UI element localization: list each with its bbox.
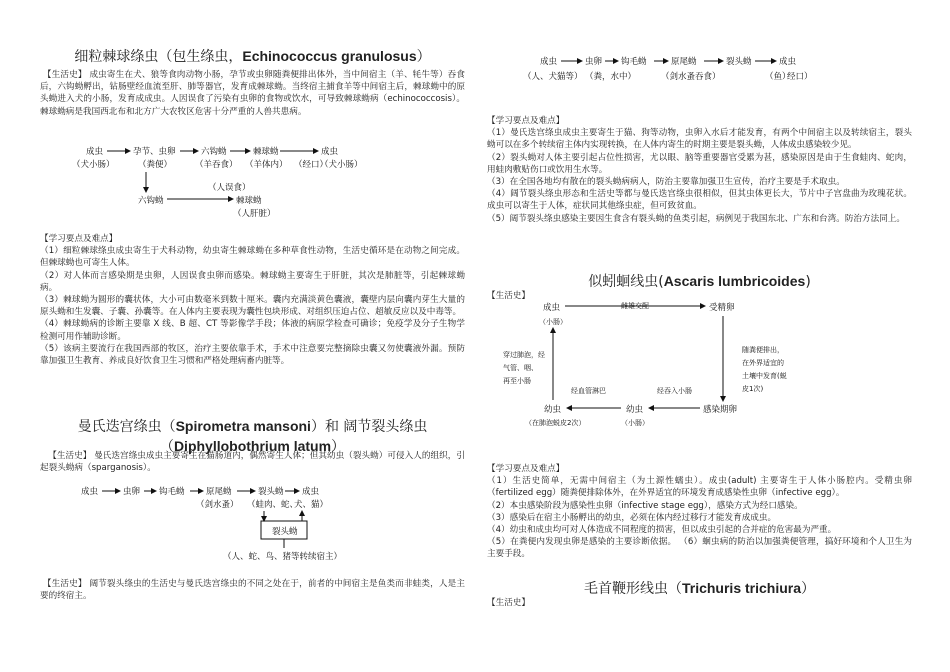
svg-text:（剑水蚤）: （剑水蚤） bbox=[196, 500, 239, 510]
svg-text:（小肠）: （小肠） bbox=[539, 318, 567, 326]
svg-text:穿过肺泡，经: 穿过肺泡，经 bbox=[503, 351, 545, 359]
node-adult: 成虫 bbox=[86, 147, 104, 157]
svg-text:原尾蚴: 原尾蚴 bbox=[671, 57, 697, 67]
svg-text:（人、蛇、鸟、猪等转续宿主）: （人、蛇、鸟、猪等转续宿主） bbox=[223, 552, 343, 562]
svg-text:皮1次): 皮1次) bbox=[742, 385, 764, 393]
svg-text:原尾蚴: 原尾蚴 bbox=[206, 487, 232, 497]
svg-text:钩毛蚴: 钩毛蚴 bbox=[621, 57, 647, 67]
svg-text:气管、咽、: 气管、咽、 bbox=[503, 364, 538, 372]
diphyllobothrium-lifecycle-diagram bbox=[487, 52, 912, 92]
svg-text:（在肺泡蜕皮2次）: （在肺泡蜕皮2次） bbox=[525, 419, 586, 427]
svg-text:经口）: 经口） bbox=[787, 72, 813, 82]
node-oncosphere-2: 六钩蚴 bbox=[138, 196, 164, 206]
echinococcus-lifecycle-diagram bbox=[40, 140, 465, 226]
node-adult-2: 成虫 bbox=[321, 147, 339, 157]
svg-text:（粪便）: （粪便） bbox=[138, 160, 173, 170]
svg-text:（羊吞食）: （羊吞食） bbox=[195, 160, 238, 170]
svg-text:经吞入小肠: 经吞入小肠 bbox=[657, 387, 692, 395]
echinococcus-title: 细粒棘球绦虫（包生绦虫，Echinococcus granulosus） bbox=[74, 48, 431, 65]
svg-text:（经口）: （经口） bbox=[294, 160, 329, 170]
svg-text:（粪，水中）: （粪，水中） bbox=[585, 72, 637, 82]
svg-text:受精卵: 受精卵 bbox=[709, 303, 735, 313]
echinococcus-life-history: 【生活史】 成虫寄生在犬、狼等食肉动物小肠，孕节或虫卵随粪便排出体外，当中间宿主（羊、牦牛等）吞食后，六钩蚴孵出，钻肠壁经血流至肝、肺等器官，发育成棘球蚴。当终宿主捕食羊等中间宿主后，棘球蚴中的原头蚴进入犬的小肠，发育成成虫。人因误食了污染有虫卵的食物或饮水，可导致棘球蚴病（echinococcosis）。 棘球蚴病是我国西北布和北方广大农牧区危害十分严重的人兽共患病。 bbox=[40, 70, 465, 117]
svg-text:（剑水蚤吞食）: （剑水蚤吞食） bbox=[661, 72, 721, 82]
svg-text:成虫: 成虫 bbox=[302, 487, 320, 497]
svg-text:（鱼）: （鱼） bbox=[765, 72, 791, 82]
svg-text:随粪便排出，: 随粪便排出， bbox=[742, 346, 784, 354]
svg-text:成虫: 成虫 bbox=[779, 57, 797, 67]
svg-text:在外界适宜的: 在外界适宜的 bbox=[742, 359, 784, 367]
svg-text:雌雄交配: 雌雄交配 bbox=[621, 302, 649, 310]
svg-text:（犬小肠）: （犬小肠） bbox=[72, 160, 115, 170]
svg-text:（蛙肉、蛇、: （蛙肉、蛇、 bbox=[247, 500, 299, 510]
svg-text:（小肠）: （小肠） bbox=[621, 419, 649, 427]
svg-text:成虫: 成虫 bbox=[540, 57, 558, 67]
ascaris-title: 似蚓蛔线虫(Ascaris lumbricoides) bbox=[588, 273, 811, 290]
node-hydatid: 棘球蚴 bbox=[253, 147, 279, 157]
node-hydatid-2: 棘球蚴 bbox=[236, 196, 262, 206]
svg-text:幼虫: 幼虫 bbox=[626, 405, 644, 415]
diphyllobothrium-life-history: 【生活史】 阔节裂头绦虫的生活史与曼氏迭宫绦虫的不同之处在于，前者的中间宿主是鱼类而非蛙类，人是主要的终宿主。 bbox=[40, 579, 465, 602]
trichuris-title: 毛首鞭形线虫（Trichuris trichiura） bbox=[583, 580, 816, 597]
spirometra-life-history: 【生活史】 曼氏迭宫绦虫成虫主要寄生在猫肠道内，偶然寄生人体；但其幼虫（裂头蚴）可侵入人的组织，引起裂头蚴病（sparganosis）。 bbox=[40, 451, 465, 474]
svg-text:成虫: 成虫 bbox=[543, 303, 561, 313]
svg-text:土壤中发育(蜕: 土壤中发育(蜕 bbox=[742, 372, 787, 380]
trichuris-life-label: 【生活史】 bbox=[487, 598, 530, 608]
svg-text:再至小肠: 再至小肠 bbox=[503, 377, 531, 385]
svg-text:虫卵: 虫卵 bbox=[123, 487, 141, 497]
node-egg: 孕节、虫卵 bbox=[133, 147, 176, 157]
svg-text:虫卵: 虫卵 bbox=[585, 57, 603, 67]
svg-text:感染期卵: 感染期卵 bbox=[703, 405, 738, 415]
svg-text:钩毛蚴: 钩毛蚴 bbox=[159, 487, 185, 497]
svg-text:（羊体内）: （羊体内） bbox=[245, 160, 288, 170]
echinococcus-key-points: 【学习要点及难点】 （1）细粒棘球绦虫成虫寄生于犬科动物，幼虫寄生棘球蚴在多种草食性动物，生活史循环是在动物之间完成。但棘球蚴也可寄生人体。 （2）对人体而言感染期是虫卵，人因误食虫卵而感染。棘球蚴主要寄生于肝脏，其次是肺脏等，引起棘球蚴病。 （3）棘球蚴为圆形的囊状体，大小可由数毫米到数十厘米。囊内充满淡黄色囊液，囊壁内层向囊内芽生大量的原头蚴和生发囊、子囊、孙囊等。在人体内主要表现为囊性包块形成、对组织压迫占位、超敏反应以及中毒等。 （4）棘球蚴病的诊断主要靠 X 线、B 超、CT 等影像学手段；体液的病原学检查可确诊；免疫学及分子生物学检测可用作辅助诊断。 （5）该病主要流行在我国西部的牧区，治疗主要依靠手术，手术中注意要完整摘除虫囊又勿使囊液外漏。预防靠加强卫生教育、养成良好饮食卫生习惯和严格处理病畜内脏等。 bbox=[40, 234, 465, 367]
ascaris-key-points: 【学习要点及难点】 （1）生活史简单，无需中间宿主（为土源性蠕虫）。成虫(adult) 主要寄生于人体小肠腔内。受精虫卵（fertilized egg）随粪便排除体外，在外界适宜的环境发育成感染性虫卵（infective egg）。 （2）本虫感染阶段为感染性虫卵（infective stage egg），感染方式为经口感染。 （3）感染后在宿主小肠孵出的幼虫，必须在体内经过移行才能发育成成虫。 （4）幼虫和成虫均可对人体造成不同程度的损害，但以成虫引起的合并症的危害最为严重。 （5）在粪便内发现虫卵是感染的主要诊断依据。 （6）蛔虫病的防治以加强粪便管理，搞好环境和个人卫生为主要手段。 bbox=[487, 464, 912, 560]
svg-text:经血管淋巴: 经血管淋巴 bbox=[571, 387, 606, 395]
spirometra-lifecycle-diagram bbox=[40, 480, 465, 570]
ascaris-life-label: 【生活史】 bbox=[487, 291, 530, 301]
svg-text:（人误食）: （人误食） bbox=[208, 183, 251, 193]
svg-text:（人肝脏）: （人肝脏） bbox=[233, 209, 276, 219]
svg-text:成虫: 成虫 bbox=[81, 487, 99, 497]
svg-text:（犬小肠）: （犬小肠） bbox=[320, 160, 363, 170]
spirometra-key-points: 【学习要点及难点】 （1）曼氏迭宫绦虫成虫主要寄生于猫、狗等动物，虫卵入水后才能发育，有两个中间宿主以及转续宿主，裂头蚴可以在多个转续宿主体内实现转换，在人体内寄生的时期主要是裂头蚴，人体成虫感染较少见。 （2）裂头蚴对人体主要引起占位性损害，尤以眼、脑等重要器官受累为甚，感染原因是由于生食蛙肉、蛇肉，用蛙肉敷贴伤口或饮用生水等。 （3）在全国各地均有散在的裂头蚴病病人，防治主要靠加强卫生宣传，治疗主要是手术取虫。 （4）阔节裂头绦虫形态和生活史等都与曼氏迭宫绦虫很相似，但其虫体更长大，节片中子宫盘曲为玫瑰花状。成虫可以寄生于人体，症状同其他绦虫症，但可致贫血。 （5）阔节裂头绦虫感染主要因生食含有裂头蚴的鱼类引起，病例见于我国东北、广东和台湾。防治方法同上。 bbox=[487, 116, 912, 224]
svg-text:（人、犬猫等）: （人、犬猫等） bbox=[523, 72, 583, 82]
svg-text:幼虫: 幼虫 bbox=[544, 405, 562, 415]
spirometra-title: 曼氏迭宫绦虫（Spirometra mansoni）和 阔节裂头绦虫 （Diphyllobothrium latum） bbox=[77, 418, 428, 455]
svg-text:裂头蚴: 裂头蚴 bbox=[258, 487, 284, 497]
svg-text:裂头蚴: 裂头蚴 bbox=[726, 57, 752, 67]
plerocercoid-box-label: 裂头蚴 bbox=[272, 527, 298, 537]
ascaris-lifecycle-diagram bbox=[487, 296, 912, 436]
node-oncosphere: 六钩蚴 bbox=[201, 147, 227, 157]
svg-text:犬、猫）: 犬、猫） bbox=[294, 500, 329, 510]
